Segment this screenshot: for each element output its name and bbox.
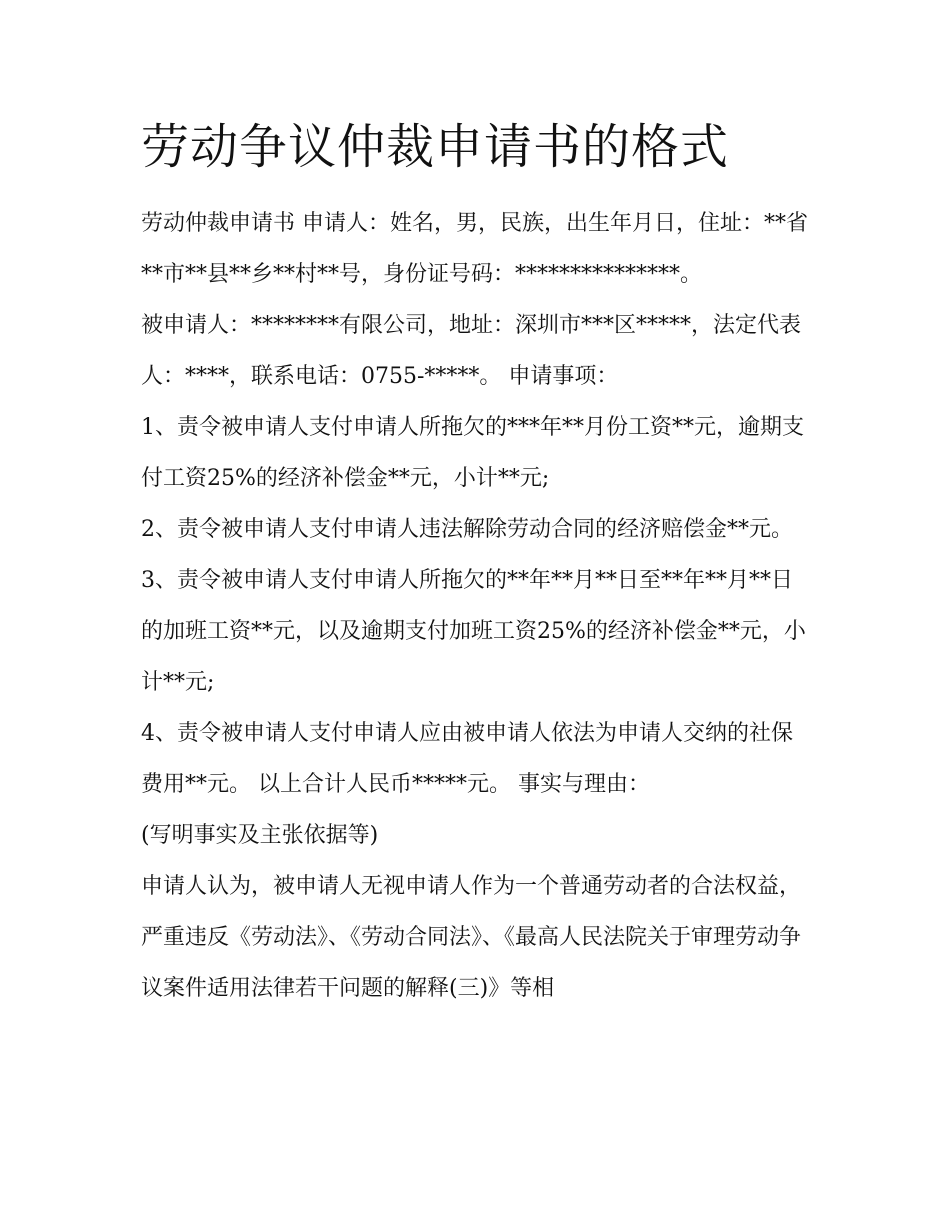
paragraph-claim-1: 1、责令被申请人支付申请人所拖欠的***年**月份工资**元，逾期支付工资25%的经济补偿金**元，小计**元; [141,415,804,491]
paragraph-applicant: 劳动仲裁申请书 申请人：姓名，男，民族，出生年月日，住址：**省**市**县**乡**村**号，身份证号码：***************。 [141,211,808,287]
paragraph-claim-4: 4、责令被申请人支付申请人应由被申请人依法为申请人交纳的社保费用**元。 以上合计人民币*****元。 事实与理由： [141,721,793,797]
paragraph-respondent: 被申请人：********有限公司，地址：深圳市***区*****，法定代表人：****，联系电话：0755-*****。 申请事项： [141,313,802,389]
document-body [141,198,813,1014]
document-title: 劳动争议仲裁申请书的格式 [141,119,730,175]
paragraph-note: (写明事实及主张依据等) [141,823,379,848]
paragraph-claim-2: 2、责令被申请人支付申请人违法解除劳动合同的经济赔偿金**元。 [141,517,793,542]
paragraph-claim-3: 3、责令被申请人支付申请人所拖欠的**年**月**日至**年**月**日的加班工资**元，以及逾期支付加班工资25%的经济补偿金**元，小计**元; [141,568,806,695]
paragraph-reasons: 申请人认为，被申请人无视申请人作为一个普通劳动者的合法权益，严重违反《劳动法》、《劳动合同法》、《最高人民法院关于审理劳动争议案件适用法律若干问题的解释(三)》等相 [141,874,802,1001]
